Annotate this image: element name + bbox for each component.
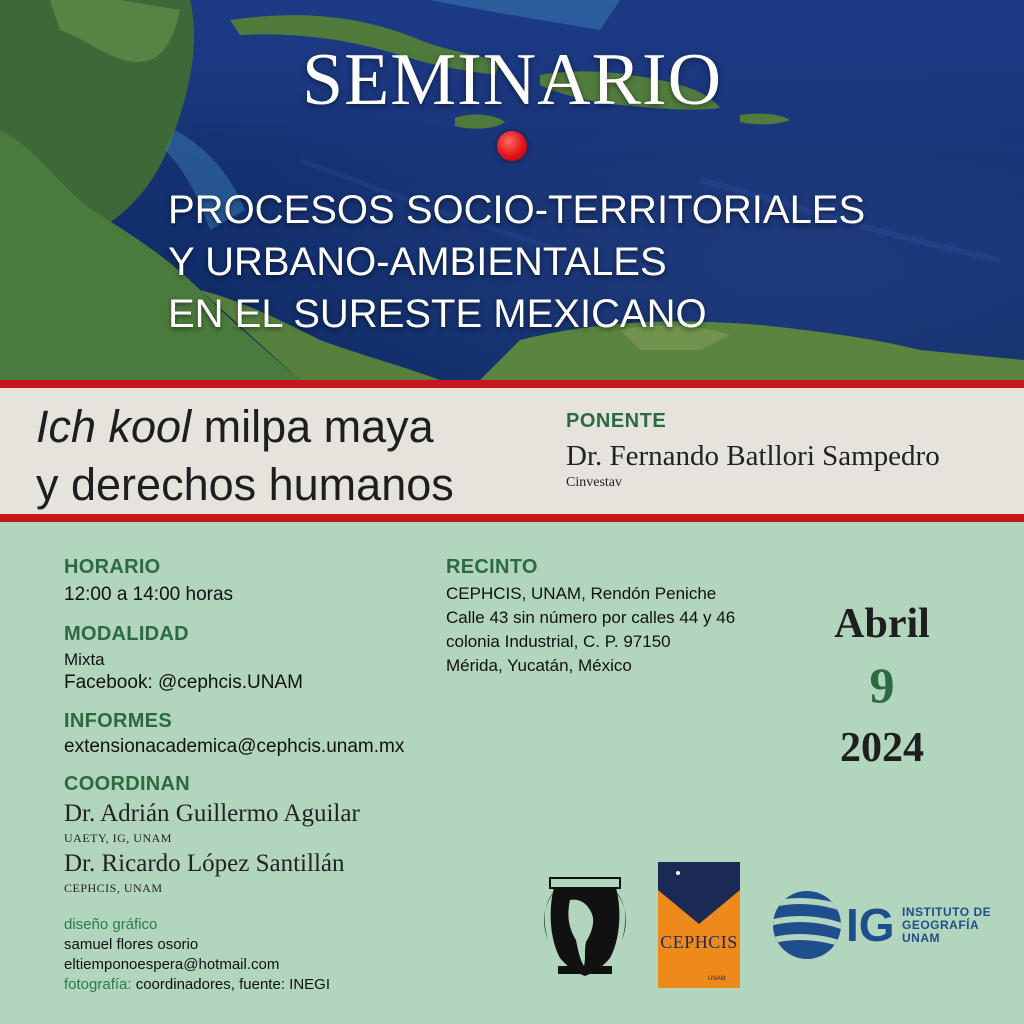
photo-credit (64, 976, 330, 993)
date-year: 2024 (840, 725, 924, 771)
venue-heading: RECINTO (446, 556, 538, 578)
ig-logo (772, 890, 1012, 960)
photo-credit-label: fotografía: (64, 976, 132, 993)
coordinators-heading: COORDINAN (64, 773, 191, 795)
subtitle-line: Y URBANO-AMBIENTALES (168, 240, 667, 284)
speaker-affiliation: Cinvestav (566, 475, 622, 490)
schedule-value: 12:00 a 14:00 horas (64, 584, 234, 605)
cephcis-mark-icon (658, 862, 740, 988)
hero-satellite-map (0, 0, 1024, 380)
subtitle-line: PROCESOS SOCIO-TERRITORIALES (168, 188, 866, 232)
subtitle-line: EN EL SURESTE MEXICANO (168, 292, 707, 336)
band-top-line (0, 380, 1024, 388)
coordinator-name: Dr. Adrián Guillermo Aguilar (64, 800, 360, 827)
schedule-heading: HORARIO (64, 556, 161, 578)
venue-line: colonia Industrial, C. P. 97150 (446, 632, 671, 651)
speaker-name: Dr. Fernando Batllori Sampedro (566, 440, 940, 472)
ig-name-line: UNAM (902, 931, 940, 945)
photo-credit-value: coordinadores, fuente: INEGI (131, 976, 330, 993)
talk-title-rest: milpa maya (191, 401, 434, 452)
date-day: 9 (869, 657, 895, 713)
modality-heading: MODALIDAD (64, 623, 189, 645)
modality-value: Mixta (64, 650, 105, 669)
cephcis-logo (658, 862, 740, 988)
speaker-heading: PONENTE (566, 410, 667, 432)
unam-seal-icon (540, 870, 630, 980)
talk-title-italic: Ich kool (36, 401, 192, 452)
ig-name-line: GEOGRAFÍA (902, 918, 980, 932)
talk-title-line2: y derechos humanos (36, 459, 454, 510)
coordinator-affiliation: CEPHCIS, UNAM (64, 881, 163, 895)
cephcis-sub: UNAM (708, 976, 726, 982)
seminar-subtitle (168, 184, 865, 340)
ig-name-line: INSTITUTO DE (902, 905, 992, 919)
venue-line: Mérida, Yucatán, México (446, 656, 632, 675)
coordinator-affiliation: UAETY, IG, UNAM (64, 831, 172, 845)
cephcis-name: CEPHCIS (660, 932, 738, 952)
band-bottom-line (0, 514, 1024, 522)
facebook-link[interactable]: Facebook: @cephcis.UNAM (64, 672, 303, 693)
seminar-title: SEMINARIO (301, 39, 723, 121)
talk-title (36, 398, 454, 514)
location-dot-icon (497, 131, 527, 161)
design-credit-label: diseño gráfico (64, 916, 158, 933)
info-email-link[interactable]: extensionacademica@cephcis.unam.mx (64, 736, 405, 757)
designer-email-link[interactable]: eltiemponoespera@hotmail.com (64, 956, 280, 973)
designer-name: samuel flores osorio (64, 936, 199, 953)
date-month: Abril (834, 601, 930, 647)
venue-line: Calle 43 sin número por calles 44 y 46 (446, 608, 736, 627)
globe-icon (772, 890, 842, 960)
ig-mark: IG (846, 899, 895, 951)
info-heading: INFORMES (64, 710, 172, 732)
coordinator-name: Dr. Ricardo López Santillán (64, 850, 345, 877)
venue-line: CEPHCIS, UNAM, Rendón Peniche (446, 584, 717, 603)
